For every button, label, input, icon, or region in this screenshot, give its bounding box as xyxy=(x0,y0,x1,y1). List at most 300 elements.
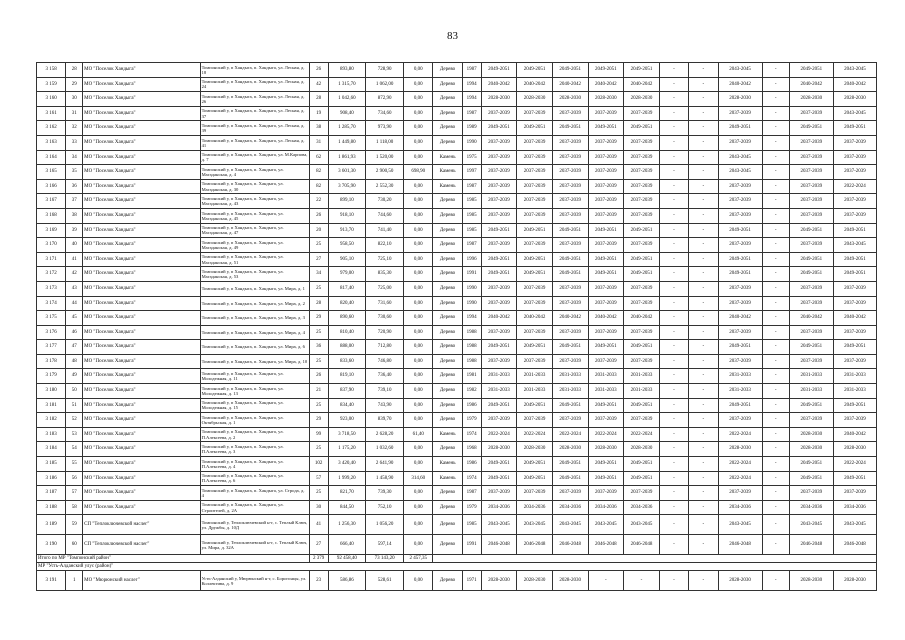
table-cell: - xyxy=(762,77,789,92)
table-cell: 3 179 xyxy=(37,369,66,384)
table-cell: - xyxy=(689,369,718,384)
table-cell: 2049-2051 xyxy=(833,340,876,355)
table-cell: 3 162 xyxy=(37,121,66,136)
table-cell: 2037-2039 xyxy=(588,194,624,209)
table-row xyxy=(37,296,877,311)
table-cell: 56 xyxy=(66,471,83,486)
table-cell: Дерево xyxy=(433,135,462,150)
table-cell: 3 159 xyxy=(37,77,66,92)
summary-row xyxy=(37,555,877,563)
table-cell: - xyxy=(659,340,688,355)
table-cell: 2037-2039 xyxy=(718,325,762,340)
table-cell: 3 173 xyxy=(37,281,66,296)
table-cell: 2037-2039 xyxy=(833,354,876,369)
table-cell: - xyxy=(762,398,789,413)
table-cell: 21 xyxy=(309,384,328,399)
table-cell: - xyxy=(762,63,789,78)
table-cell: 2037-2039 xyxy=(624,194,660,209)
table-cell: Томпонский у, п Хандыга, п. Хандыга, ул. Молодежная, д. 11 xyxy=(200,369,309,384)
table-cell: 888,00 xyxy=(328,340,366,355)
table-cell: - xyxy=(689,77,718,92)
table-cell: 3 164 xyxy=(37,150,66,165)
table-cell: 1988 xyxy=(462,340,481,355)
table-cell: Томпонский у, п Хандыга, п. Хандыга, ул. Молодежная, д. 13 xyxy=(200,384,309,399)
table-cell: 2049-2051 xyxy=(624,471,660,486)
table-cell: 3 166 xyxy=(37,179,66,194)
table-cell: 2028-2030 xyxy=(588,442,624,457)
table-cell: 2049-2051 xyxy=(833,223,876,238)
table-cell: 2040-2042 xyxy=(552,311,588,326)
table-cell: 2037-2039 xyxy=(552,296,588,311)
table-row xyxy=(37,165,877,180)
table-cell: 3 186 xyxy=(37,471,66,486)
table-cell: 0,00 xyxy=(404,252,433,267)
table-cell: - xyxy=(659,223,688,238)
table-cell: 2049-2051 xyxy=(517,471,553,486)
table-cell: 2037-2039 xyxy=(517,150,553,165)
table-cell: - xyxy=(689,121,718,136)
table-cell: 2022-2024 xyxy=(833,457,876,472)
table-cell: 2022-2024 xyxy=(481,427,517,442)
table-cell: - xyxy=(689,398,718,413)
table-cell: 2022-2024 xyxy=(517,427,553,442)
table-cell: Томпонский у, п Хандыга, п. Хандыга, ул. П.Алексеева, д. 3 xyxy=(200,442,309,457)
table-cell: 666,40 xyxy=(328,535,366,555)
table-cell: МО "Поселок Хандыга" xyxy=(83,325,200,340)
table-cell: 62 xyxy=(309,150,328,165)
table-cell: - xyxy=(659,296,688,311)
table-cell: 833,60 xyxy=(328,354,366,369)
table-cell: 2049-2051 xyxy=(624,63,660,78)
table-cell: 2040-2042 xyxy=(517,311,553,326)
table-cell: - xyxy=(689,354,718,369)
table-row xyxy=(37,77,877,92)
table-cell: 3 176 xyxy=(37,325,66,340)
table-cell: Камень xyxy=(433,150,462,165)
table-cell: 36 xyxy=(66,179,83,194)
table-cell: 59 xyxy=(66,515,83,535)
table-cell: 2037-2039 xyxy=(517,135,553,150)
table-cell: 25 xyxy=(309,354,328,369)
table-cell: 2028-2030 xyxy=(718,571,762,591)
table-cell: 37 xyxy=(66,194,83,209)
table-cell: 2049-2051 xyxy=(624,223,660,238)
table-cell: 44 xyxy=(66,296,83,311)
table-row xyxy=(37,457,877,472)
table-cell: - xyxy=(762,135,789,150)
table-cell: 2034-2036 xyxy=(552,500,588,515)
table-cell: 2031-2033 xyxy=(789,384,833,399)
table-cell: 2043-2045 xyxy=(517,515,553,535)
table-cell: Дерево xyxy=(433,486,462,501)
table-cell: 1982 xyxy=(462,384,481,399)
table-cell: - xyxy=(762,340,789,355)
table-cell: 2040-2042 xyxy=(517,77,553,92)
table-cell: - xyxy=(659,194,688,209)
table-cell: МО "Поселок Хандыга" xyxy=(83,369,200,384)
table-cell: - xyxy=(762,238,789,253)
table-cell: - xyxy=(762,92,789,107)
table-cell: - xyxy=(689,223,718,238)
table-cell: 2040-2042 xyxy=(833,311,876,326)
table-cell: 2037-2039 xyxy=(588,325,624,340)
table-cell: - xyxy=(762,311,789,326)
table-cell: 2040-2042 xyxy=(552,77,588,92)
table-cell: МО "Поселок Хандыга" xyxy=(83,208,200,223)
table-cell: - xyxy=(689,238,718,253)
table-cell: 2049-2051 xyxy=(789,223,833,238)
table-cell: - xyxy=(689,457,718,472)
table-cell: 0,00 xyxy=(404,208,433,223)
table-cell: МО "Поселок Хандыга" xyxy=(83,413,200,428)
table-cell: 973,90 xyxy=(366,121,404,136)
table-cell: 2046-2048 xyxy=(789,535,833,555)
table-row xyxy=(37,208,877,223)
table-cell: 82 xyxy=(309,165,328,180)
table-cell: Дерево xyxy=(433,77,462,92)
table-cell: Дерево xyxy=(433,340,462,355)
table-cell: - xyxy=(659,165,688,180)
table-cell: 2040-2042 xyxy=(588,77,624,92)
table-cell: - xyxy=(762,325,789,340)
table-cell: 0,00 xyxy=(404,194,433,209)
table-cell: 2046-2048 xyxy=(481,535,517,555)
table-cell: 1 032,60 xyxy=(366,442,404,457)
table-cell: 1987 xyxy=(462,486,481,501)
table-cell: Дерево xyxy=(433,194,462,209)
table-cell: 1987 xyxy=(462,238,481,253)
table-cell: 42 xyxy=(309,77,328,92)
table-cell: 57 xyxy=(66,486,83,501)
table-cell: - xyxy=(762,208,789,223)
table-cell: 2022-2024 xyxy=(588,427,624,442)
table-cell: 3 180 xyxy=(37,384,66,399)
table-cell: 23 xyxy=(309,571,328,591)
table-cell: - xyxy=(762,471,789,486)
table-cell: Томпонский у, п Хандыга, п. Хандыга, ул. Мира, д. 6 xyxy=(200,340,309,355)
table-cell: - xyxy=(689,194,718,209)
table-cell: - xyxy=(659,135,688,150)
table-cell: 30 xyxy=(309,500,328,515)
table-cell: 725,00 xyxy=(366,281,404,296)
table-cell: 2049-2051 xyxy=(588,398,624,413)
table-cell: Камень xyxy=(433,457,462,472)
table-cell: Дерево xyxy=(433,515,462,535)
table-cell: 2037-2039 xyxy=(624,486,660,501)
table-cell: МО "Поселок Хандыга" xyxy=(83,179,200,194)
table-cell: 2049-2051 xyxy=(588,471,624,486)
table-cell: 2031-2033 xyxy=(833,369,876,384)
table-row xyxy=(37,413,877,428)
table-cell: - xyxy=(689,571,718,591)
table-row xyxy=(37,398,877,413)
table-cell: 0,00 xyxy=(404,121,433,136)
table-cell: 2028-2030 xyxy=(481,571,517,591)
table-cell: 26 xyxy=(309,63,328,78)
table-cell: 979,00 xyxy=(328,267,366,282)
table-cell: - xyxy=(659,571,688,591)
table-cell: 2043-2045 xyxy=(481,515,517,535)
table-cell: 34 xyxy=(309,267,328,282)
table-cell: 2049-2051 xyxy=(624,457,660,472)
table-cell: 586,86 xyxy=(328,571,366,591)
table-cell: 1994 xyxy=(462,92,481,107)
table-cell: 1986 xyxy=(462,457,481,472)
table-cell: 2049-2051 xyxy=(588,267,624,282)
table-cell: 2049-2051 xyxy=(552,121,588,136)
table-cell: 36 xyxy=(309,340,328,355)
table-cell: Томпонский у, п Хандыга, п. Хандыга, ул. Молодежная, д. 15 xyxy=(200,398,309,413)
table-cell: 2037-2039 xyxy=(624,354,660,369)
table-cell: 2037-2039 xyxy=(588,238,624,253)
table-cell: 872,90 xyxy=(366,92,404,107)
table-cell: - xyxy=(689,106,718,121)
table-cell: - xyxy=(689,267,718,282)
table-cell: 3 165 xyxy=(37,165,66,180)
table-cell: 3 163 xyxy=(37,135,66,150)
table-cell: 2049-2051 xyxy=(517,223,553,238)
table-cell: 1988 xyxy=(462,354,481,369)
table-cell: 3 172 xyxy=(37,267,66,282)
table-cell: 2028-2030 xyxy=(833,92,876,107)
table-cell: 1996 xyxy=(462,252,481,267)
table-row xyxy=(37,179,877,194)
table-cell: 2049-2051 xyxy=(481,267,517,282)
table-row xyxy=(37,150,877,165)
table-cell: 2049-2051 xyxy=(624,398,660,413)
table-cell: 1990 xyxy=(462,135,481,150)
table-cell: 1985 xyxy=(462,223,481,238)
table-cell: Дерево xyxy=(433,384,462,399)
table-cell: Томпонский у, п Хандыга, п. Хандыга, ул. Лесная, д. 39 xyxy=(200,121,309,136)
table-cell: МО "Поселок Хандыга" xyxy=(83,267,200,282)
table-cell: - xyxy=(689,150,718,165)
table-cell: - xyxy=(689,135,718,150)
table-cell: 0,00 xyxy=(404,515,433,535)
table-cell: 1985 xyxy=(462,194,481,209)
table-cell: 28 xyxy=(309,296,328,311)
table-cell: МО "Поселок Хандыга" xyxy=(83,281,200,296)
table-cell: 2037-2039 xyxy=(588,208,624,223)
table-cell: 0,00 xyxy=(404,535,433,555)
table-cell: 2037-2039 xyxy=(833,194,876,209)
table-cell: 817,40 xyxy=(328,281,366,296)
table-cell: Томпонский у, п Хандыга, п. Хандыга, ул. Мира, д. 2 xyxy=(200,296,309,311)
table-cell: 2043-2045 xyxy=(552,515,588,535)
table-cell: 2049-2051 xyxy=(789,63,833,78)
table-cell: 728,90 xyxy=(366,63,404,78)
table-cell: 2043-2045 xyxy=(624,515,660,535)
table-cell: Томпонский у, п Хандыга, п. Хандыга, ул. Магаданская, д. 4 xyxy=(200,165,309,180)
table-cell: - xyxy=(659,500,688,515)
table-cell: 1979 xyxy=(462,413,481,428)
table-cell: - xyxy=(762,223,789,238)
table-cell: Томпонский у, п Хандыга, п. Хандыга, ул. П.Алексеева, д. 2 xyxy=(200,427,309,442)
table-row xyxy=(37,92,877,107)
table-cell: 51 xyxy=(66,398,83,413)
table-cell: Томпонский у, п Хандыга, п. Хандыга, ул. Магаданская, д. 45 xyxy=(200,208,309,223)
table-cell: 2049-2051 xyxy=(789,252,833,267)
table-cell: 0,00 xyxy=(404,267,433,282)
table-cell: 2037-2039 xyxy=(789,165,833,180)
table-cell: 2049-2051 xyxy=(833,398,876,413)
table-cell: МО "Поселок Хандыга" xyxy=(83,427,200,442)
table-cell: 2037-2039 xyxy=(552,106,588,121)
table-cell: - xyxy=(689,165,718,180)
table-cell: 73 143,20 xyxy=(366,555,404,563)
table-cell: 2037-2039 xyxy=(588,413,624,428)
table-cell: 0,00 xyxy=(404,457,433,472)
table-cell: - xyxy=(659,106,688,121)
table-cell: 2037-2039 xyxy=(588,354,624,369)
table-cell: Дерево xyxy=(433,223,462,238)
table-cell: Томпонский у, п Хандыга, п. Хандыга, ул. П.Алексеева, д. 6 xyxy=(200,471,309,486)
table-cell: 2037-2039 xyxy=(833,325,876,340)
table-cell: 821,70 xyxy=(328,486,366,501)
table-cell: 20 xyxy=(309,223,328,238)
table-cell: - xyxy=(762,194,789,209)
table-cell: 899,10 xyxy=(328,194,366,209)
table-cell: - xyxy=(659,413,688,428)
table-cell: 46 xyxy=(66,325,83,340)
table-cell: - xyxy=(689,92,718,107)
table-row xyxy=(37,194,877,209)
table-cell: 1 520,00 xyxy=(366,150,404,165)
table-cell: 2049-2051 xyxy=(517,398,553,413)
table-cell: 47 xyxy=(66,340,83,355)
table-cell: - xyxy=(762,296,789,311)
table-cell: - xyxy=(659,179,688,194)
table-cell: 2040-2042 xyxy=(624,311,660,326)
table-row xyxy=(37,442,877,457)
table-cell: 2049-2051 xyxy=(481,340,517,355)
table-cell: 1990 xyxy=(462,281,481,296)
table-cell: 2037-2039 xyxy=(552,354,588,369)
table-cell: - xyxy=(659,384,688,399)
table-cell: - xyxy=(659,398,688,413)
table-cell: Томпонский у, п Хандыга, п. Хандыга, ул. Мира, д. 10 xyxy=(200,354,309,369)
table-cell: Камень xyxy=(433,165,462,180)
table-cell: 1979 xyxy=(462,500,481,515)
table-cell: - xyxy=(762,281,789,296)
table-cell: 2049-2051 xyxy=(718,267,762,282)
table-cell: 2049-2051 xyxy=(552,63,588,78)
table-row xyxy=(37,252,877,267)
table-cell: Томпонский у, п Хандыга, п. Хандыга, ул. Лесная, д. 26 xyxy=(200,92,309,107)
table-cell: Дерево xyxy=(433,535,462,555)
table-cell: 3 188 xyxy=(37,500,66,515)
table-cell: 2037-2039 xyxy=(481,238,517,253)
table-cell: 2031-2033 xyxy=(624,384,660,399)
table-cell: 3 171 xyxy=(37,252,66,267)
table-cell: МО "Поселок Хандыга" xyxy=(83,311,200,326)
table-cell: 2028-2030 xyxy=(552,571,588,591)
table-cell: 1975 xyxy=(462,150,481,165)
table-cell: 2037-2039 xyxy=(789,354,833,369)
table-cell: - xyxy=(762,121,789,136)
table-cell: 834,40 xyxy=(328,398,366,413)
table-cell: 0,00 xyxy=(404,238,433,253)
table-cell: МО "Поселок Хандыга" xyxy=(83,63,200,78)
table-cell: 3 169 xyxy=(37,223,66,238)
table-cell: 2 379 xyxy=(309,555,328,563)
table-cell: 2037-2039 xyxy=(517,238,553,253)
table-cell: 2037-2039 xyxy=(789,106,833,121)
table-cell: 2049-2051 xyxy=(481,252,517,267)
table-cell: Дерево xyxy=(433,106,462,121)
table-cell: 0,00 xyxy=(404,296,433,311)
table-cell: - xyxy=(689,281,718,296)
table-cell: 2031-2033 xyxy=(789,369,833,384)
table-cell: 2037-2039 xyxy=(588,486,624,501)
table-cell: 27 xyxy=(309,535,328,555)
table-cell: Дерево xyxy=(433,325,462,340)
table-cell: 30 xyxy=(66,92,83,107)
table-cell: 2031-2033 xyxy=(588,369,624,384)
table-cell: 2022-2024 xyxy=(718,457,762,472)
table-cell: МО "Поселок Хандыга" xyxy=(83,398,200,413)
table-cell: Камень xyxy=(433,179,462,194)
table-cell: 725,10 xyxy=(366,252,404,267)
table-cell: 2049-2051 xyxy=(789,398,833,413)
table-cell: Томпонский у, п Хандыга, п. Хандыга, ул. Магаданская, д. 51 xyxy=(200,252,309,267)
table-cell: 2037-2039 xyxy=(517,208,553,223)
table-cell: 33 xyxy=(66,135,83,150)
table-cell: 2040-2042 xyxy=(833,427,876,442)
table-cell: 2031-2033 xyxy=(718,384,762,399)
table-cell: 3 718,50 xyxy=(328,427,366,442)
table-cell: 2049-2051 xyxy=(481,398,517,413)
table-cell: 2031-2033 xyxy=(552,384,588,399)
table-cell: 1 xyxy=(66,571,83,591)
table-cell: 2037-2039 xyxy=(552,165,588,180)
table-cell: - xyxy=(762,515,789,535)
table-cell: Томпонский у, п Хандыга, п. Хандыга, ул. Октябрьская, д. 1 xyxy=(200,413,309,428)
table-cell: МО "Поселок Хандыга" xyxy=(83,238,200,253)
table-cell: МО "Поселок Хандыга" xyxy=(83,165,200,180)
table-cell: 2049-2051 xyxy=(552,252,588,267)
table-cell: 3 189 xyxy=(37,515,66,535)
table-cell: 2049-2051 xyxy=(833,252,876,267)
table-cell: - xyxy=(659,267,688,282)
table-cell: 2043-2045 xyxy=(833,238,876,253)
table-cell: 35 xyxy=(66,165,83,180)
table-cell: 29 xyxy=(309,311,328,326)
table-cell: 3 181 xyxy=(37,398,66,413)
table-cell: МО "Поселок Хандыга" xyxy=(83,252,200,267)
table-cell: 820,40 xyxy=(328,296,366,311)
table-cell: 314,60 xyxy=(404,471,433,486)
table-cell: - xyxy=(689,325,718,340)
table-cell: 2028-2030 xyxy=(789,442,833,457)
table-cell: 2034-2036 xyxy=(624,500,660,515)
table-cell: 22 xyxy=(309,194,328,209)
table-cell: 2037-2039 xyxy=(588,106,624,121)
table-cell: 2046-2048 xyxy=(624,535,660,555)
table-cell: - xyxy=(689,535,718,555)
table-cell: 2040-2042 xyxy=(789,77,833,92)
table-cell: 2037-2039 xyxy=(481,325,517,340)
table-cell: 741,40 xyxy=(366,223,404,238)
table-cell: 2049-2051 xyxy=(718,340,762,355)
table-cell: 2037-2039 xyxy=(624,165,660,180)
table-cell: 2046-2048 xyxy=(718,535,762,555)
table-cell: 2043-2045 xyxy=(833,63,876,78)
table-cell: 2037-2039 xyxy=(517,194,553,209)
table-cell: 0,00 xyxy=(404,92,433,107)
table-cell: 731,60 xyxy=(366,296,404,311)
summary-empty-cell xyxy=(433,555,877,563)
